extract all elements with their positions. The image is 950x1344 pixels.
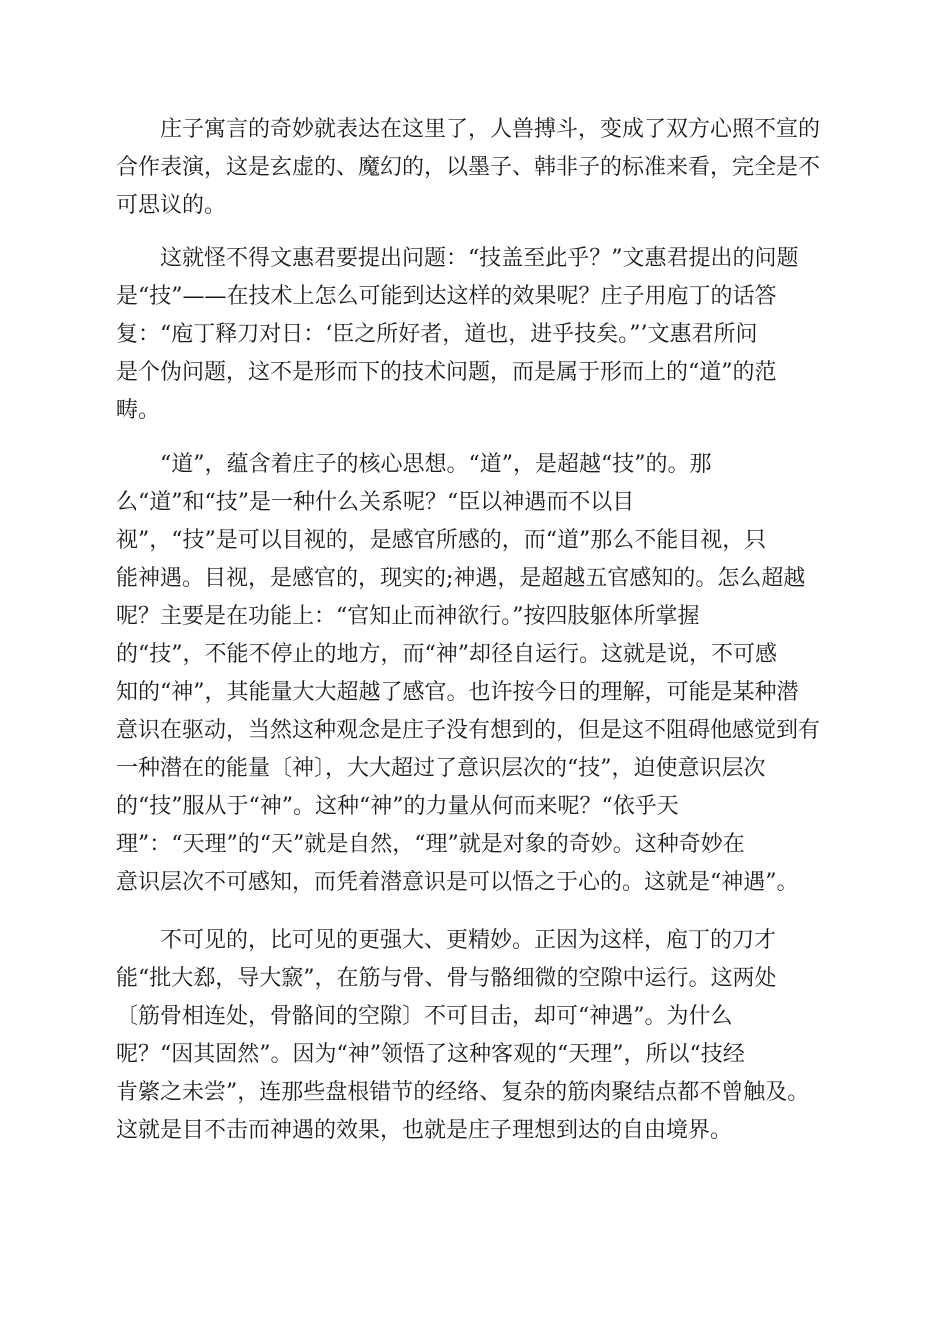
paragraph-3 (116, 446, 836, 902)
text-line: 不可见的，比可见的更强大、更精妙。正因为这样，庖丁的刀才 (160, 928, 777, 953)
text-line: 知的“神”，其能量大大超越了感官。也许按今日的理解，可能是某种潜 (116, 680, 799, 705)
text-line: 么“道”和“技”是一种什么关系呢？“臣以神遇而不以目 (116, 490, 635, 515)
text-line: 庄子寓言的奇妙就表达在这里了，人兽搏斗，变成了双方心照不宣的 (160, 117, 821, 142)
text-line: 这就怪不得文惠君要提出问题：“技盖至此乎？”文惠君提出的问题 (160, 246, 799, 271)
text-line: 可思议的。 (116, 193, 227, 218)
text-line: 视”，“技”是可以目视的，是感官所感的，而“道”那么不能目视，只 (116, 528, 767, 553)
text-line: 〔筋骨相连处，骨骼间的空隙〕不可目击，却可“神遇”。为什么 (116, 1004, 733, 1029)
text-line: 呢？“因其固然”。因为“神”领悟了这种客观的“天理”，所以“技经 (116, 1042, 745, 1067)
text-line: 是个伪问题，这不是形而下的技术问题，而是属于形而上的“道”的范 (116, 360, 777, 385)
text-line: 是“技”——在技术上怎么可能到达这样的效果呢？庄子用庖丁的话答 (116, 284, 777, 309)
text-line: 肯綮之未尝”，连那些盘根错节的经络、复杂的筋肉聚结点都不曾触及。 (116, 1080, 810, 1105)
text-line: “道”，蕴含着庄子的核心思想。“道”，是超越“技”的。那 (160, 452, 712, 477)
text-line: 能神遇。目视，是感官的，现实的;神遇，是超越五官感知的。怎么超越 (116, 566, 806, 591)
paragraph-4 (116, 922, 836, 1150)
text-line: 复：“庖丁释刀对日：‘臣之所好者，道也，进乎技矣。”’文惠君所问 (116, 322, 758, 347)
text-line: 呢？主要是在功能上：“官知止而神欲行。”按四肢躯体所掌握 (116, 604, 700, 629)
text-line: 意识在驱动，当然这种观念是庄子没有想到的，但是这不阻碍他感觉到有 (116, 718, 821, 743)
text-line: 意识层次不可感知，而凭着潜意识是可以悟之于心的。这就是“神遇”。 (116, 870, 799, 895)
text-line: 畴。 (116, 398, 161, 423)
paragraph-2 (116, 240, 836, 430)
text-line: 合作表演，这是玄虚的、魔幻的，以墨子、韩非子的标准来看，完全是不 (116, 155, 821, 180)
text-line: 的“技”服从于“神”。这种“神”的力量从何而来呢？“依乎天 (116, 794, 679, 819)
text-line: 一种潜在的能量〔神〕，大大超过了意识层次的“技”，迫使意识层次 (116, 756, 766, 781)
text-line: 的“技”，不能不停止的地方，而“神”却径自运行。这就是说，不可感 (116, 642, 777, 667)
paragraph-1 (116, 111, 836, 225)
text-line: 这就是目不击而神遇的效果，也就是庄子理想到达的自由境界。 (116, 1118, 733, 1143)
text-line: 理”：“天理”的“天”就是自然，“理”就是对象的奇妙。这种奇妙在 (116, 832, 745, 857)
text-line: 能“批大郄，导大窾”，在筋与骨、骨与骼细微的空隙中运行。这两处 (116, 966, 777, 991)
